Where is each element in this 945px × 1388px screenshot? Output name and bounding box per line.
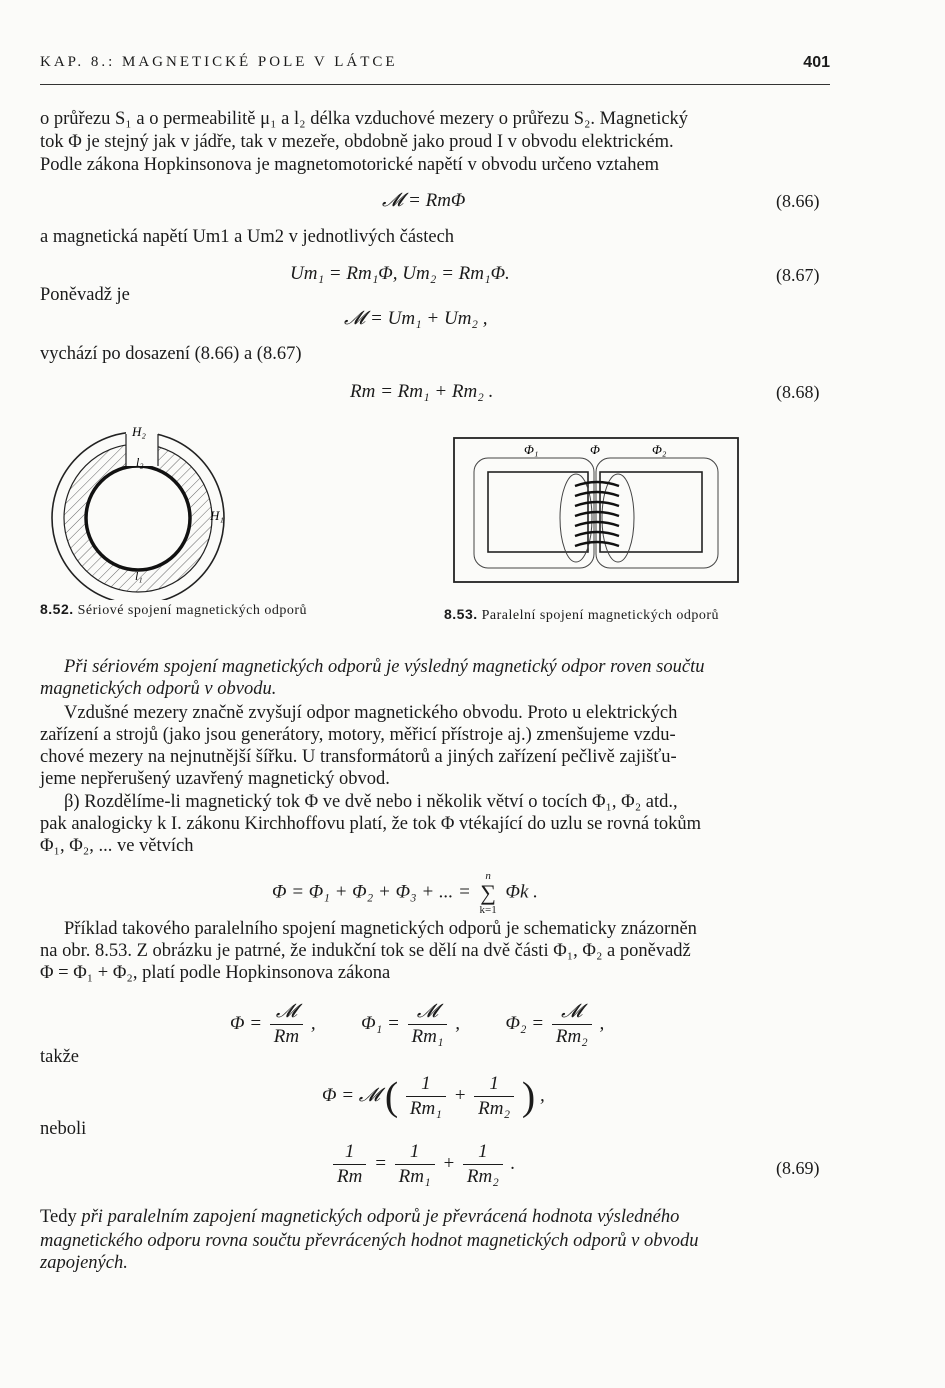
para2-line: chové mezery na nejnutnější šířku. U transformátorů a jiných zařízení pečlivě zajišťu- [40, 747, 677, 767]
final-line: magnetického odporu rovna součtu převrácených hodnot magnetických odporů v obvodu [40, 1231, 699, 1251]
equation-takze: Φ = 𝓜 ( $\frac{1}{\text{Rm₁}}$ + $\frac{1}{\text{Rm₂}}$ ) , [322, 1073, 545, 1119]
label-phi1: Φ₁ [524, 442, 539, 457]
para1-line: o průřezu S₁ a o permeabilitě μ₁ a l₂ délka vzduchové mezery o průřezu S₂. Magnetický [40, 109, 689, 129]
running-title: KAP. 8.: MAGNETICKÉ POLE V LÁTCE [40, 54, 398, 70]
para3-line: Φ₁, Φ₂, ... ve větvích [40, 836, 194, 856]
para4-line: Φ = Φ₁ + Φ₂, platí podle Hopkinsonova zákona [40, 963, 391, 983]
text-line: Poněvadž je [40, 285, 130, 305]
label-phi: Φ [590, 442, 600, 457]
para1-line: tok Φ je stejný jak v jádře, tak v mezeře, obdobně jako proud I v obvodu elektrickém. [40, 132, 674, 152]
equation-8-66: 𝓜 = RmΦ [382, 190, 466, 211]
label-phi2: Φ₂ [652, 442, 667, 457]
figure-parallel-magnetic-circuit [452, 436, 740, 584]
coil [575, 482, 619, 546]
para4-line: na obr. 8.53. Z obrázku je patrné, že indukční tok se dělí na dvě části Φ₁, Φ₂ a poněvadž [40, 941, 691, 961]
text-line: vychází po dosazení (8.66) a (8.67) [40, 344, 302, 364]
para2-line: zařízení a strojů (jako jsou generátory, motory, měřicí přístroje aj.) zmenšujeme vzdu- [40, 725, 676, 745]
sum-operator: n ∑ k=1 [479, 870, 497, 916]
label-l1: l₁ [135, 569, 143, 583]
text-line: neboli [40, 1119, 87, 1139]
label-H2: H₂ [132, 424, 146, 439]
eq-term: Φk . [505, 881, 538, 903]
text-line: takže [40, 1047, 80, 1067]
figure-series-magnetic-circuit [40, 420, 240, 600]
core-left-window [488, 472, 588, 552]
equation-8-69: $\frac{1}{Rm}$ = $\frac{1}{\text{Rm₁}}$ + $\frac{1}{\text{Rm₂}}$ . [330, 1140, 515, 1189]
final-line: Tedy při paralelním zapojení magnetických odporů je převrácená hodnota výsledného [40, 1207, 680, 1227]
equation-number: (8.66) [776, 191, 820, 211]
equation-number: (8.68) [776, 382, 820, 402]
label-l2: l₂ [136, 455, 144, 469]
equation-mmf-sum: 𝓜 = Um₁ + Um₂ , [344, 308, 488, 329]
final-line: zapojených. [40, 1253, 128, 1273]
text-line: a magnetická napětí Um1 a Um2 v jednotlivých částech [40, 227, 455, 247]
caption-number: 8.53. [444, 606, 478, 622]
para3-line: β) Rozdělíme-li magnetický tok Φ ve dvě nebo i několik větví o tocích Φ₁, Φ₂ atd., [64, 792, 678, 812]
label-H1: H₁ [210, 508, 224, 523]
statement-line: Při sériovém spojení magnetických odporů je výsledný magnetický odpor roven součtu [64, 657, 705, 677]
equation-flux-fractions: Φ = $\frac{\text{𝓜}}{Rm}$ , Φ₁ = $\frac{\text{𝓜}}{\text{Rm₁}}$ , Φ₂ = $\frac{\text{𝓜}}{\text{Rm₂}}$ , [230, 1001, 605, 1047]
equation-8-68: Rm = Rm₁ + Rm₂ . [350, 381, 494, 402]
statement-line: magnetických odporů v obvodu. [40, 679, 277, 699]
para3-line: pak analogicky k I. zákonu Kirchhoffovu platí, že tok Φ vtékající do uzlu se rovná tokům [40, 814, 702, 834]
figure-caption-8-52 [40, 601, 307, 619]
flux-loop [602, 474, 634, 562]
para2-line: Vzdušné mezery značně zvyšují odpor magnetického obvodu. Proto u elektrických [64, 703, 678, 723]
eq-lhs: Φ = Φ₁ + Φ₂ + Φ₃ + ... = [272, 881, 471, 903]
equation-8-67: Um₁ = Rm₁Φ, Um₂ = Rm₁Φ. [290, 263, 510, 284]
figure-caption-8-53 [444, 606, 719, 624]
para1-line: Podle zákona Hopkinsonova je magnetomotorické napětí v obvodu určeno vztahem [40, 155, 660, 175]
equation-flux-sum [272, 870, 538, 916]
para2-line: jeme nepřerušený uzavřený magnetický obvod. [40, 769, 390, 789]
page-number: 401 [803, 54, 830, 71]
equation-number: (8.67) [776, 265, 820, 285]
caption-text: Sériové spojení magnetických odporů [77, 603, 308, 618]
equation-number: (8.69) [776, 1158, 820, 1178]
caption-number: 8.52. [40, 601, 74, 617]
page-header [40, 48, 830, 85]
caption-text: Paralelní spojení magnetických odporů [481, 608, 720, 623]
flux-line [86, 466, 190, 570]
para4-line: Příklad takového paralelního spojení magnetických odporů je schematicky znázorněn [64, 919, 697, 939]
